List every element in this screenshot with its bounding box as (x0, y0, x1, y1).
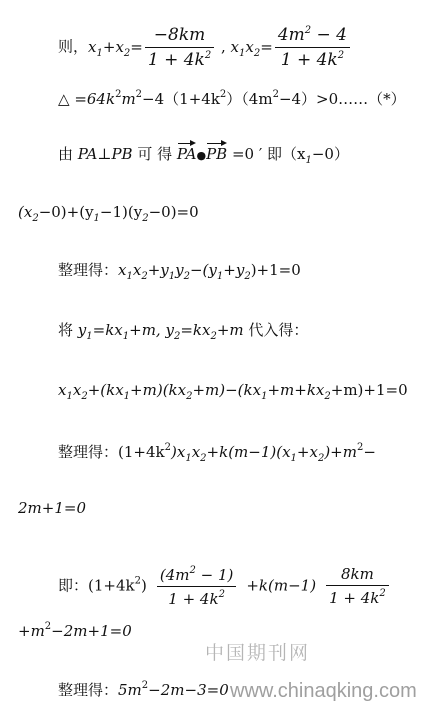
equation-line-continuation-1: 2m+1=0 (18, 499, 86, 517)
vector-pa: PA (176, 145, 197, 163)
triangle-symbol: △ (58, 90, 70, 108)
dot-product-symbol: ● (196, 149, 207, 162)
watermark-url: www.chinaqking.com (230, 680, 417, 702)
perpendicular-symbol: ⊥ (97, 145, 112, 163)
equation-line-substitute: 将 $y_1=kx_1+m$, $y_2=kx_2+m$ 代入得： (58, 321, 309, 342)
fraction-vieta-sum: $\frac{8km}{1 + 4k^2}$ (326, 567, 389, 606)
equation-line-simplify-2: 整理得：$(1+4k^2)x_1x_2+k(m-1)(x_1+x_2)+m^2-$ (58, 442, 376, 464)
equation-line-discriminant: △ $=64k^2m^2-4(1+4k^2)(4m^2-4)>0\dots\dots(*)$ (58, 89, 406, 108)
watermark-chinese: 中国期刊网 (205, 643, 311, 664)
equation-line-dot-zero: $(x_2-0)+(y_1-1)(y_2-0)=0$ (18, 203, 199, 224)
equation-line-continuation-2: $+m^2-2m+1=0$ (18, 621, 132, 640)
equation-line-perpendicular: 由 PA⊥PB 可 得 PA●PB =0 ′ 即$(x_1-0)$ (58, 145, 349, 166)
text-then: 则， (58, 37, 89, 56)
fraction-vieta-product: $\frac{(4m^2 - 1)}{1 + 4k^2}$ (157, 566, 237, 607)
equation-line-namely: 即：$(1+4k^2)$ $\frac{(4m^2 - 1)}{1 + 4k^2}$ +k(m−1) $\frac{8km}{1 + 4k^2}$ (58, 566, 391, 607)
vector-pb: PB (206, 145, 228, 163)
equation-line-simplify-1: 整理得：$x_1x_2+y_1y_2-(y_1+y_2)+1=0$ (58, 261, 301, 282)
equation-line-final: 整理得：$5m^2-2m-3=0$ (58, 680, 229, 699)
fraction-sum: $\frac{-8km}{1 + 4k^2}$ (145, 27, 214, 69)
equation-line-vieta: 则，$x_1+x_2=$ $\frac{-8km}{1 + 4k^2}$ , $x_1x_2=$ $\frac{4m^2 - 4}{1 + 4k^2}$ (58, 26, 352, 69)
equation-line-expanded: $x_1x_2+(kx_1+m)(kx_2+m)-(kx_1+m+kx_2+m)+1=0$ (58, 381, 408, 402)
fraction-product: $\frac{4m^2 - 4}{1 + 4k^2}$ (275, 26, 350, 69)
